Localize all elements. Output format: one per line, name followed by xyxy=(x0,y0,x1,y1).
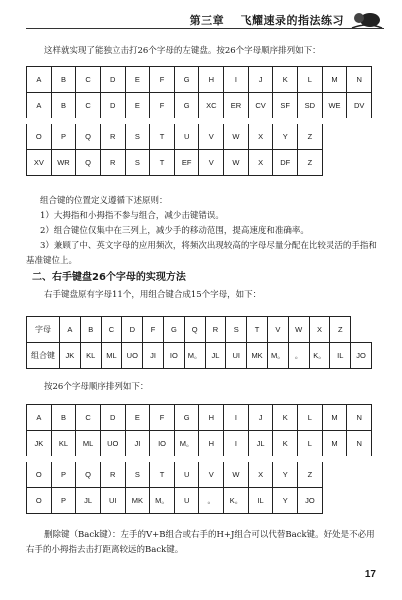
header-rule xyxy=(26,28,384,29)
table-cell: A xyxy=(60,317,81,343)
table-cell: F xyxy=(150,405,175,431)
table-cell: B xyxy=(51,93,76,122)
table-cell: ML xyxy=(101,343,122,369)
table-cell: M xyxy=(322,67,347,93)
table-cell: G xyxy=(174,405,199,431)
table-cell: U xyxy=(174,488,199,514)
table-cell: T xyxy=(247,317,268,343)
table-cell: JK xyxy=(27,431,52,460)
table-cell: D xyxy=(122,317,143,343)
table-cell: JL xyxy=(248,431,273,460)
table-cell: T xyxy=(150,121,175,150)
back-key-paragraph: 删除键（Back键）：左手的V+B组合或右手的H+J组合可以代替Back键。好处是不必用右手的小拇指去击打距离较远的Back键。 xyxy=(26,530,375,555)
table-cell: H xyxy=(199,67,224,93)
table-cell: A xyxy=(27,93,52,122)
table-row xyxy=(27,459,372,488)
table-cell: MK xyxy=(247,343,268,369)
table-cell: Q xyxy=(76,121,101,150)
table-cell: JL xyxy=(205,343,226,369)
table-cell: ML xyxy=(76,431,101,460)
table-cell: IL xyxy=(330,343,351,369)
table-cell: DV xyxy=(347,93,372,122)
table-cell: JI xyxy=(125,431,150,460)
table-cell: N xyxy=(347,405,372,431)
table-cell: L xyxy=(298,405,323,431)
principles-list xyxy=(26,194,382,269)
table-cell: F xyxy=(143,317,164,343)
table-cell: U xyxy=(174,459,199,488)
table-cell: UI xyxy=(100,488,125,514)
table-cell: D xyxy=(100,67,125,93)
table-cell: Y xyxy=(273,459,298,488)
table-cell: R xyxy=(100,121,125,150)
table-cell: S xyxy=(125,121,150,150)
table-cell: G xyxy=(174,93,199,122)
order-paragraph: 按26个字母顺序排列如下： xyxy=(44,382,149,392)
table-cell: C xyxy=(76,67,101,93)
table-cell: IO xyxy=(163,343,184,369)
page-header xyxy=(0,0,402,40)
section-heading: 二、右手键盘26个字母的实现方法 xyxy=(32,272,186,283)
table-cell: F xyxy=(150,67,175,93)
table-cell: A xyxy=(27,67,52,93)
table-cell: H xyxy=(199,405,224,431)
table-cell: X xyxy=(248,459,273,488)
principles-intro: 组合键的位置定义遵循下述原则： xyxy=(40,196,168,206)
table-cell: UO xyxy=(122,343,143,369)
table-cell: W xyxy=(224,459,249,488)
table-cell: S xyxy=(125,150,150,176)
table-row xyxy=(27,488,372,514)
table-cell: Y xyxy=(273,488,298,514)
table-cell: C xyxy=(101,317,122,343)
table-cell: Z xyxy=(298,459,323,488)
table-cell: G xyxy=(163,317,184,343)
table-cell: ER xyxy=(224,93,249,122)
table-row xyxy=(27,405,372,431)
table-row xyxy=(27,317,372,343)
principle-item-1: 1）大拇指和小拇指不参与组合，减少击键错误。 xyxy=(40,211,224,221)
table-row xyxy=(27,67,372,93)
table-cell: CV xyxy=(248,93,273,122)
table-cell: JO xyxy=(298,488,323,514)
table-cell: UI xyxy=(226,343,247,369)
table-row xyxy=(27,343,372,369)
table-cell: P xyxy=(51,488,76,514)
table-cell: O xyxy=(27,459,52,488)
table-cell: XC xyxy=(199,93,224,122)
table-cell: WE xyxy=(322,93,347,122)
table-cell: I xyxy=(224,405,249,431)
table-cell: C xyxy=(76,93,101,122)
table-row xyxy=(27,150,372,176)
table-cell: X xyxy=(309,317,330,343)
table-cell: E xyxy=(125,405,150,431)
table-cell: V xyxy=(199,121,224,150)
table-cell: R xyxy=(100,459,125,488)
table-cell: Z xyxy=(298,150,323,176)
table-cell: O xyxy=(27,488,52,514)
table-cell: Z xyxy=(330,317,351,343)
table-cell: R xyxy=(205,317,226,343)
table-cell: W xyxy=(224,121,249,150)
table-cell: SF xyxy=(273,93,298,122)
combo-table xyxy=(26,316,372,369)
table-cell: J xyxy=(248,67,273,93)
table-cell: Y xyxy=(273,121,298,150)
chapter-title: 飞耀速录的指法练习 xyxy=(240,14,344,27)
table-cell: C xyxy=(76,405,101,431)
table-row xyxy=(27,431,372,460)
row-header-cell: 组合键 xyxy=(27,343,60,369)
page-number: 17 xyxy=(364,569,376,580)
table-cell: O xyxy=(27,121,52,150)
table-cell: S xyxy=(226,317,247,343)
header-decoration-icon xyxy=(350,6,384,30)
table-cell: JL xyxy=(76,488,101,514)
table-cell: A xyxy=(27,405,52,431)
table-cell: M xyxy=(322,405,347,431)
principle-item-3: 3）兼顾了中、英文字母的应用频次，将频次出现较高的字母尽量分配在比较灵活的手指和基准键位上。 xyxy=(26,241,377,266)
table-cell: KL xyxy=(51,431,76,460)
table-cell: B xyxy=(51,67,76,93)
table-cell: D xyxy=(100,93,125,122)
section-paragraph: 右手键盘原有字母11个，用组合键合成15个字母，如下： xyxy=(44,290,262,300)
table-cell: K。 xyxy=(309,343,330,369)
table-cell: JI xyxy=(143,343,164,369)
table-cell: KL xyxy=(80,343,101,369)
table-cell: IO xyxy=(150,431,175,460)
chapter-label: 第三章 xyxy=(189,14,225,27)
table-cell: E xyxy=(125,93,150,122)
table-cell: L xyxy=(298,431,323,460)
table-cell: D xyxy=(100,405,125,431)
table-cell: JO xyxy=(351,343,372,369)
table-row xyxy=(27,121,372,150)
right-keyboard-table xyxy=(26,404,372,514)
table-cell: M xyxy=(322,431,347,460)
table-cell: 。 xyxy=(199,488,224,514)
table-cell: L xyxy=(298,67,323,93)
table-cell: G xyxy=(174,67,199,93)
table-cell: K xyxy=(273,67,298,93)
left-keyboard-table xyxy=(26,66,372,176)
running-head xyxy=(190,12,344,28)
table-cell: WR xyxy=(51,150,76,176)
table-cell: X xyxy=(248,150,273,176)
table-cell: N xyxy=(347,67,372,93)
table-row xyxy=(27,93,372,122)
table-cell: Q xyxy=(76,150,101,176)
table-cell: IL xyxy=(248,488,273,514)
table-cell: Q xyxy=(184,317,205,343)
table-cell: S xyxy=(125,459,150,488)
table-cell: R xyxy=(100,150,125,176)
table-cell: K xyxy=(273,431,298,460)
table-cell: K xyxy=(273,405,298,431)
table-cell: V xyxy=(199,150,224,176)
intro-paragraph: 这样就实现了能独立击打26个字母的左键盘。按26个字母顺序排列如下： xyxy=(44,46,321,56)
table-cell: X xyxy=(248,121,273,150)
table-cell: W xyxy=(288,317,309,343)
table-cell: SD xyxy=(298,93,323,122)
table-cell: I xyxy=(224,431,249,460)
table-cell: 。 xyxy=(288,343,309,369)
table-cell: V xyxy=(199,459,224,488)
table-cell: T xyxy=(150,459,175,488)
table-cell: EF xyxy=(174,150,199,176)
table-cell: DF xyxy=(273,150,298,176)
table-cell: UO xyxy=(100,431,125,460)
table-cell: Z xyxy=(298,121,323,150)
table-cell: W xyxy=(224,150,249,176)
table-cell: V xyxy=(267,317,288,343)
table-cell: M。 xyxy=(150,488,175,514)
table-cell: M。 xyxy=(267,343,288,369)
table-cell: P xyxy=(51,459,76,488)
table-cell: B xyxy=(80,317,101,343)
table-cell: M。 xyxy=(174,431,199,460)
table-cell: N xyxy=(347,431,372,460)
table-cell: MK xyxy=(125,488,150,514)
table-cell: J xyxy=(248,405,273,431)
table-cell: XV xyxy=(27,150,52,176)
table-cell: H xyxy=(199,431,224,460)
table-cell: T xyxy=(150,150,175,176)
table-cell: Q xyxy=(76,459,101,488)
table-cell: JK xyxy=(60,343,81,369)
table-cell: E xyxy=(125,67,150,93)
table-cell: I xyxy=(224,67,249,93)
table-cell: P xyxy=(51,121,76,150)
table-cell: K。 xyxy=(224,488,249,514)
table-cell: U xyxy=(174,121,199,150)
table-cell: B xyxy=(51,405,76,431)
table-cell: F xyxy=(150,93,175,122)
row-header-cell: 字母 xyxy=(27,317,60,343)
table-cell: M。 xyxy=(184,343,205,369)
principle-item-2: 2）组合键位仅集中在三列上，减少手的移动范围，提高速度和准确率。 xyxy=(40,226,309,236)
